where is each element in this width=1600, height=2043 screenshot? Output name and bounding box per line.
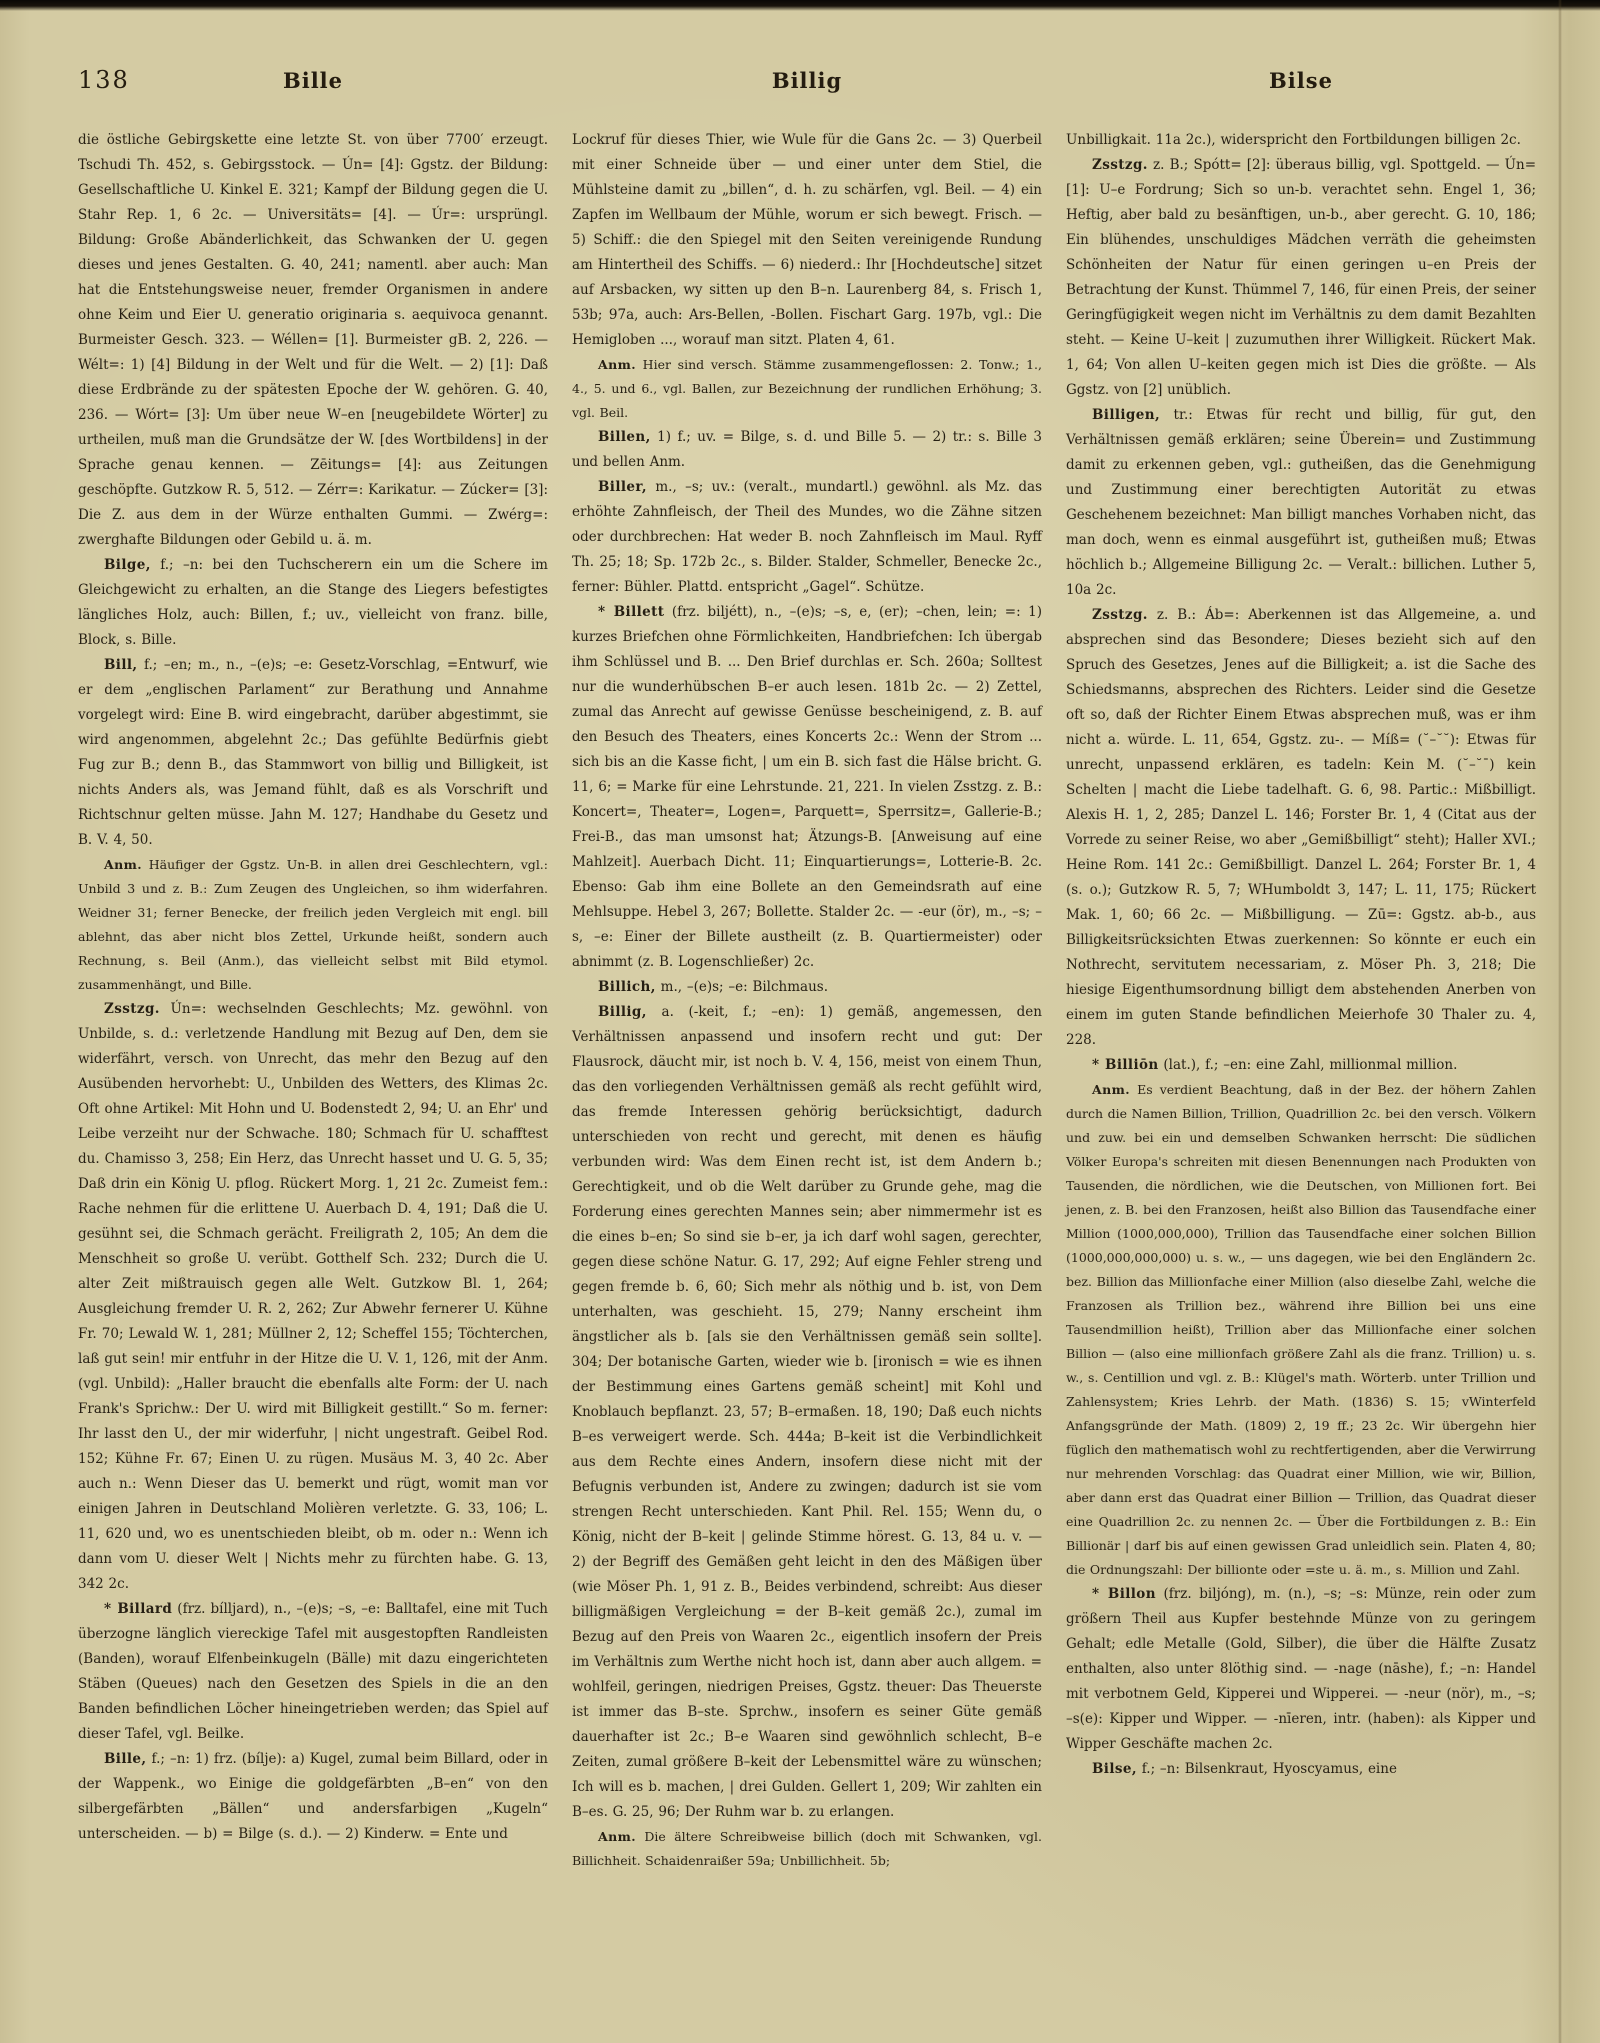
headword: Billen, xyxy=(598,429,651,445)
entry-paragraph: Zsstzg. Ún=: wechselnden Geschlechts; Mz. gewöhnl. von Unbilde, s. d.: verletzende Handlung mit Bezug auf Den, dem sie widerfährt, versch. von Unrecht, das mehr den Bezug auf den Ausübenden hervorhebt: U., Unbilden des Wetters, des Klimas 2c. Oft ohne Artikel: Mit Hohn und U. Bodenstedt 2, 94; U. an Ehr' und Leibe verzeiht nur der Schwache. 180; Schmach für U. schafftest du. Chamisso 3, 258; Ein Herz, das Unrecht hasset und U. G. 5, 35; Daß drin ein König U. pflog. Rückert Morg. 1, 21 2c. Zumeist fem.: Rache nehmen für die erlittene U. Auerbach D. 4, 191; Daß die U. gesühnt sei, die Schmach gerächt. Freiligrath 2, 105; An dem die Menschheit so große U. verübt. Gotthelf Sch. 232; Durch die U. alter Zeit mißtrauisch gegen alle Welt. Gutzkow Bl. 1, 264; Ausgleichung fremder U. R. 2, 262; Zur Abwehr fernerer U. Kühne Fr. 70; Lewald W. 1, 281; Müllner 2, 12; Scheffel 155; Töchterchen, laß gut sein! mir entfuhr in der Hitze die U. V. 1, 126, mit der Anm. (vgl. Unbild): „Haller braucht die ebenfalls alte Form: der U. nach Frank's Sprichw.: Der U. wird mit Billigkeit gestillt.“ So m. ferner: Ihr lasst den U., der mir widerfuhr, | nicht ungestraft. Geibel Rod. 152; Kühne Fr. 67; Einen U. zu rügen. Musäus M. 3, 40 2c. Aber auch n.: Wenn Dieser das U. bemerkt und rügt, womit man vor einigen Jahren in Deutschland Molièren verletzte. G. 33, 106; L. 11, 620 und, wo es unentschieden bleibt, ob m. oder n.: Wenn ich dann vom U. dieser Welt | Nichts mehr zu fürchten habe. G. 13, 342 2c. xyxy=(78,1001,548,1592)
headword: Anm. xyxy=(598,1829,636,1844)
entry-paragraph: Billigen, tr.: Etwas für recht und billig, für gut, den Verhältnissen gemäß erklären; seine Überein= und Zustimmung damit zu erkennen geben, vgl.: gutheißen, das die Genehmigung und Zustimmung einer berechtigten Autorität zu etwas Geschehenem bezeichnet: Man billigt manches Vorhaben nicht, das man doch, wenn es einmal ausgeführt ist, gutheißen muß; Etwas höchlich b.; Allgemeine Billigung 2c. — Veralt.: billichen. Luther 5, 10a 2c. xyxy=(1066,407,1536,598)
entry-paragraph: Bille, f.; –n: 1) frz. (bílje): a) Kugel, zumal beim Billard, oder in der Wappenk., wo Einige die goldgefärbten „B–en“ von den silbergefärbten „Bällen“ und andersfarbigen „Kugeln“ unterscheiden. — b) = Bilge (s. d.). — 2) Kinderw. = Ente und xyxy=(78,1751,548,1842)
entry-paragraph: * Billard (frz. bílljard), n., –(e)s; –s, –e: Balltafel, eine mit Tuch überzogne länglich viereckige Tafel mit ausgestopften Randleisten (Banden), worauf Elfenbeinkugeln (Bälle) mit dazu eingerichteten Stäben (Queues) nach den Gesetzen des Spiels in die an den Banden befindlichen Löcher hineingetrieben werden; das Spiel auf dieser Tafel, vgl. Beilke. xyxy=(78,1601,548,1742)
headword: Zsstzg. xyxy=(1092,607,1148,623)
scan-crease xyxy=(1558,0,1562,2043)
running-head-right: Bilse xyxy=(1269,68,1333,93)
headword: Anm. xyxy=(598,357,636,372)
headword: Bilse, xyxy=(1092,1761,1137,1777)
headword: Billigen, xyxy=(1092,407,1161,423)
headword: Anm. xyxy=(104,857,142,872)
running-head-left: Bille xyxy=(282,68,344,93)
column-3 xyxy=(1066,128,1536,1873)
entry-paragraph: Anm. Hier sind versch. Stämme zusammengeflossen: 2. Tonw.; 1., 4., 5. und 6., vgl. Ballen, zur Bezeichnung der rundlichen Erhöhung; 3. vgl. Beil. xyxy=(572,357,1042,420)
running-header xyxy=(78,68,1536,93)
entry-paragraph: Anm. Es verdient Beachtung, daß in der Bez. der höhern Zahlen durch die Namen Billion, Trillion, Quadrillion 2c. bei den versch. Völkern und zuw. bei ein und demselben Schwanken herrscht: Die südlichen Völker Europa's schreiten mit diesen Benennungen nach Produkten von Tausenden, die nördlichen, wie die Deutschen, von Millionen fort. Bei jenen, z. B. bei den Franzosen, heißt also Billion das Tausendfache einer Million (1000,000,000), Trillion das Tausendfache einer solchen Billion (1000,000,000,000) u. s. w., — uns dagegen, wie bei den Engländern 2c. bez. Billion das Millionfache einer Million (also dieselbe Zahl, welche die Franzosen als Trillion bez., während ihre Billion bei uns eine Tausendmillion heißt), Trillion aber das Millionfache einer solchen Billion — (also eine millionfach größere Zahl als die franz. Trillion) u. s. w., s. Centillion und vgl. z. B.: Klügel's math. Wörterb. unter Trillion und Zahlensystem; Kries Lehrb. der Math. (1836) S. 15; vWinterfeld Anfangsgründe der Math. (1809) 2, 19 ff.; 23 2c. Wir übergehn hier füglich den mathematisch wohl zu rechtfertigenden, aber die Verwirrung nur mehrenden Vorschlag: das Quadrat einer Million, wie wir, Billion, aber dann erst das Quadrat einer Billion — Trillion, das Quadrat dieser eine Quadrillion 2c. zu nennen 2c. — Über die Fortbildungen z. B.: Ein Billionär | darf bis auf einen gewissen Grad unleidlich sein. Platen 4, 80; die Ordnungszahl: Der billionte oder =ste u. ä. m., s. Million und Zahl. xyxy=(1066,1082,1536,1577)
headword: * Billiōn xyxy=(1092,1057,1159,1073)
continuation-paragraph: Lockruf für dieses Thier, wie Wule für die Gans 2c. — 3) Querbeil mit einer Schneide über — und einer unter dem Stiel, die Mühlsteine damit zu „billen“, d. h. zu schärfen, vgl. Beil. — 4) ein Zapfen im Wellbaum der Mühle, worum er sich bewegt. Frisch. — 5) Schiff.: die den Spiegel mit den Seiten vereinigende Rundung am Hintertheil des Schiffs. — 6) niederd.: Ihr [Hochdeutsche] sitzet auf Arsbacken, wy sitten up den B–n. Laurenberg 84, s. Frisch 1, 53b; 97a, auch: Ars-Bellen, -Bollen. Fischart Garg. 197b, vgl.: Die Hemigloben ..., worauf man sitzt. Platen 4, 61. xyxy=(572,132,1042,348)
entry-paragraph: * Billett (frz. biljétt), n., –(e)s; –s, e, (er); –chen, lein; =: 1) kurzes Briefchen ohne Förmlichkeiten, Handbriefchen: Ich übergab ihm Schlüssel und B. ... Den Brief durchlas er. Sch. 260a; Solltest nur die wunderhübschen B–er auch lesen. 181b 2c. — 2) Zettel, zumal das Anrecht auf gewisse Genüsse bescheinigend, z. B. auf den Besuch des Theaters, eines Koncerts 2c.: Wenn der Strom ... sich bis an die Kasse ficht, | um ein B. sich fast die Hälse bricht. G. 11, 6; = Marke für eine Lehrstunde. 21, 221. In vielen Zsstzg. z. B.: Koncert=, Theater=, Logen=, Parquett=, Sperrsitz=, Gallerie-B.; Frei-B., das man umsonst hat; Ätzungs-B. [Anweisung auf eine Mahlzeit]. Auerbach Dicht. 11; Einquartierungs=, Lotterie-B. 2c. Ebenso: Gab ihm eine Bollete an den Gemeindsrath auf eine Mehlsuppe. Hebel 3, 267; Bollette. Stalder 2c. — -eur (ör), m., –s; –s, –e: Einer der Billete austheilt (z. B. Quartiermeister) oder abnimmt (z. B. Logenschließer) 2c. xyxy=(572,604,1042,970)
entry-paragraph: Anm. Die ältere Schreibweise billich (doch mit Schwanken, vgl. Billichheit. Schaidenraißer 59a; Unbillichheit. 5b; xyxy=(572,1829,1042,1868)
headword: * Billett xyxy=(598,604,665,620)
entry-paragraph: Billich, m., –(e)s; –e: Bilchmaus. xyxy=(598,979,829,995)
entry-paragraph: Bilse, f.; –n: Bilsenkraut, Hyoscyamus, eine xyxy=(1092,1761,1397,1777)
page-number: 138 xyxy=(78,66,130,94)
headword: Bille, xyxy=(104,1751,147,1767)
headword: Zsstzg. xyxy=(1092,157,1148,173)
headword: Billich, xyxy=(598,979,656,995)
headword: Bill, xyxy=(104,657,138,673)
entry-paragraph: Billen, 1) f.; uv. = Bilge, s. d. und Bille 5. — 2) tr.: s. Bille 3 und bellen Anm. xyxy=(572,429,1042,470)
headword: Bilge, xyxy=(104,557,151,573)
entry-paragraph: * Billiōn (lat.), f.; –en: eine Zahl, millionmal million. xyxy=(1092,1057,1458,1073)
continuation-paragraph: Unbilligkait. 11a 2c.), widerspricht den Fortbildungen billigen 2c. xyxy=(1066,132,1521,148)
headword: Biller, xyxy=(598,479,648,495)
entry-paragraph: Billig, a. (-keit, f.; –en): 1) gemäß, angemessen, den Verhältnissen anpassend und insofern recht und gut: Der Flausrock, däucht mir, ist noch b. V. 4, 156, meist von einem Thun, das den vorliegenden Verhältnissen gemäß als recht gefühlt wird, das fremde Interessen gehörig berücksichtigt, dadurch unterschieden von recht und gerecht, mit denen es häufig verbunden wird: Was dem Einen recht ist, ist dem Andern b.; Gerechtigkeit, und ob die Welt darüber zu Grunde gehe, mag die Forderung eines gerechten Mannes sein; aber nimmermehr ist es die eines b–en; So sind sie b–er, ja ich darf wohl sagen, gerechter, gegen diese schöne Natur. G. 17, 292; Auf eigne Fehler streng und gegen fremde b. 6, 60; Sich mehr als nöthig und b. ist, von Dem unterhalten, was geschieht. 15, 279; Nanny erscheint ihm ängstlicher als b. [als sie den Verhältnissen gemäß sein sollte]. 304; Der botanische Garten, wieder wie b. [ironisch = wie es ihnen der Bestimmung eines Gartens gemäß scheint] mit Kohl und Knoblauch bepflanzt. 23, 57; B–ermaßen. 18, 190; Daß euch nichts B–es verweigert werde. Sch. 444a; B–keit ist die Verbindlichkeit aus dem Rechte eines Andern, insofern diese nicht mit der Befugnis verbunden ist, Andere zu zwingen; dadurch ist sie vom strengen Recht unterschieden. Kant Phil. Rel. 155; Wenn du, o König, nicht der B–keit | gelinde Stimme hörest. G. 13, 84 u. v. — 2) der Begriff des Gemäßen geht leicht in den des Mäßigen über (wie Möser Ph. 1, 91 z. B., Beides verbindend, schreibt: Aus dieser billigmäßigen Vergleichung = der B–keit gemäß 2c.), zumal im Bezug auf den Preis von Waaren 2c., eigentlich insofern der Preis im Verhältnis zum Werthe nicht hoch ist, dann aber auch allgem. = wohlfeil, geringen, niedrigen Preises, Ggstz. theuer: Das Theuerste ist immer das B–ste. Sprchw., insofern es seiner Güte gemäß dauerhafter ist 2c.; B–e Waaren sind gewöhnlich schlecht, B–e Zeiten, zumal größere B–keit der Lebensmittel wäre zu wünschen; Ich will es b. machen, | drei Gulden. Gellert 1, 209; Wir zahlten ein B–es. G. 25, 96; Der Ruhm war b. zu erlangen. xyxy=(572,1004,1042,1820)
entry-paragraph: Anm. Häufiger der Ggstz. Un-B. in allen drei Geschlechtern, vgl.: Unbild 3 und z. B.: Zum Zeugen des Ungleichen, so ihm widerfahren. Weidner 31; ferner Benecke, der freilich jeden Vergleich mit engl. bill ablehnt, das aber nicht blos Zettel, Urkunde heißt, sondern auch Rechnung, s. Beil (Anm.), das vielleicht selbst mit Bild etymol. zusammenhängt, und Bille. xyxy=(78,857,548,992)
headword: * Billon xyxy=(1092,1586,1156,1602)
entry-paragraph: Zsstzg. z. B.; Spótt= [2]: überaus billig, vgl. Spottgeld. — Ún= [1]: U–e Fordrung; Sich so un-b. verachtet sehn. Engel 1, 36; Heftig, aber bald zu besänftigen, un-b., aber gerecht. G. 10, 186; Ein blühendes, unschuldiges Mädchen verräth die geheimsten Schönheiten der Natur für einen geringen u–en Preis der Betrachtung der Kunst. Thümmel 7, 146, für einen Preis, der seiner Geringfügigkeit wegen nicht im Verhältnis zu dem damit Bezahlten steht. — Keine U–keit | zuzumuthen ihrer Willigkeit. Rückert Mak. 1, 64; Von allen U–keiten gegen mich ist Dies die größte. — Als Ggstz. von [2] unüblich. xyxy=(1066,157,1536,398)
entry-paragraph: Biller, m., –s; uv.: (veralt., mundartl.) gewöhnl. als Mz. das erhöhte Zahnfleisch, der Theil des Mundes, wo die Zähne sitzen oder durchbrechen: Hat weder B. noch Zahnfleisch im Maul. Ryff Th. 25; 18; Sp. 172b 2c., s. Bilder. Stalder, Schmeller, Benecke 2c., ferner: Bühler. Plattd. entspricht „Gagel“. Schütze. xyxy=(572,479,1042,595)
column-2 xyxy=(572,128,1042,1873)
entry-paragraph: Bill, f.; –en; m., n., –(e)s; –e: Gesetz-Vorschlag, =Entwurf, wie er dem „englischen Parlament“ zur Berathung und Annahme vorgelegt wird: Eine B. wird eingebracht, darüber abgestimmt, sie wird angenommen, abgelehnt 2c.; Das gefühlte Bedürfnis giebt Fug zur B.; denn B., das Stammwort von billig und Billigkeit, ist nichts Anders als, was Jemand fühlt, daß es als Vorschrift und Richtschnur gelten müsse. Jahn M. 127; Handhabe du Gesetz und B. V. 4, 50. xyxy=(78,657,548,848)
headword: Zsstzg. xyxy=(104,1001,160,1017)
text-columns xyxy=(78,128,1536,1873)
entry-paragraph: Zsstzg. z. B.: Áb=: Aberkennen ist das Allgemeine, a. und absprechen sind das Besondere; Dieses bezieht sich auf den Spruch des Gesetzes, Jenes auf die Billigkeit; a. ist die Sache des Schiedsmanns, absprechen des Richters. Leider sind die Gesetze oft so, daß der Richter Einem Etwas absprechen muß, was er ihm nicht a. würde. L. 11, 654, Ggstz. zu-. — Míß= (˘–˘˘): Etwas für unrecht, unpassend erklären, es tadeln: Kein M. (˘–˘¯) kein Schelten | macht die Liebe tadelhaft. G. 6, 98. Partic.: Mißbilligt. Alexis H. 1, 2, 285; Danzel L. 146; Forster Br. 1, 4 (Citat aus der Vorrede zu seiner Reise, wo aber „Gemißbilligt“ steht); Haller XVI.; Heine Rom. 141 2c.: Gemißbilligt. Danzel L. 264; Forster Br. 1, 4 (s. o.); Gutzkow R. 5, 7; WHumboldt 3, 147; L. 11, 175; Rückert Mak. 1, 60; 66 2c. — Mißbilligung. — Zū=: Ggstz. ab-b., aus Billigkeitsrücksichten Etwas zuerkennen: So könnte er euch ein Nothrecht, servitutem necessariam, z. Möser Ph. 3, 218; Die hiesige Eigenthumsordnung billigt dem abstehenden Anerben von einem im guten Stande befindlichen Meierhofe 30 Thaler zu. 4, 228. xyxy=(1066,607,1536,1048)
entry-paragraph: * Billon (frz. biljóng), m. (n.), –s; –s: Münze, rein oder zum größern Theil aus Kupfer bestehnde Münze von zu geringem Gehalt; edle Metalle (Gold, Silber), die über die Hälfte Zusatz enthalten, also unter 8löthig sind. — -nage (nāshe), f.; –n: Handel mit verbotnem Geld, Kipperei und Wipperei. — -neur (nör), m., –s; –s(e): Kipper und Wipper. — -nīeren, intr. (haben): als Kipper und Wipper Geschäfte machen 2c. xyxy=(1066,1586,1537,1752)
column-1 xyxy=(78,128,548,1873)
scan-edge-top xyxy=(0,0,1600,11)
entry-paragraph: Bilge, f.; –n: bei den Tuchscherern ein um die Schere im Gleichgewicht zu erhalten, an die Stange des Liegers befestigtes längliches Holz, auch: Billen, f.; uv., vielleicht von franz. bille, Block, s. Bille. xyxy=(78,557,548,648)
headword: Billig, xyxy=(598,1004,647,1020)
running-head-center: Billig xyxy=(771,68,843,93)
continuation-paragraph: die östliche Gebirgskette eine letzte St. von über 7700′ erzeugt. Tschudi Th. 452, s. Gebirgsstock. — Ún= [4]: Ggstz. der Bildung: Gesellschaftliche U. Kinkel E. 321; Kampf der Bildung gegen die U. Stahr Rep. 1, 6 2c. — Universitäts= [4]. — Úr=: ursprüngl. Bildung: Große Abänderlichkeit, das Schwanken der U. gegen dieses und jenes Gestalten. G. 40, 241; namentl. aber auch: Man hat die Entstehungsweise neuer, fremder Organismen in andere ohne Keim und Eier U. generatio originaria s. aequivoca genannt. Burmeister Gesch. 323. — Wéllen= [1]. Burmeister gB. 2, 226. — Wélt=: 1) [4] Bildung in der Welt und für die Welt. — 2) [1]: Daß diese Erdbrände zu der spätesten Epoche der W. gehören. G. 40, 236. — Wórt= [3]: Um über neue W–en [neugebildete Wörter] zu urtheilen, muß man die Grundsätze der W. [des Wortbildens] in der Sprache genau kennen. — Zēitungs= [4]: aus Zeitungen geschöpfte. Gutzkow R. 5, 512. — Zérr=: Karikatur. — Zúcker= [3]: Die Z. aus dem in der Würze enthalten Gummi. — Zwérg=: zwerghafte Bildungen oder Gebild u. ä. m. xyxy=(78,132,548,548)
headword: Anm. xyxy=(1092,1082,1130,1097)
headword: * Billard xyxy=(104,1601,173,1617)
